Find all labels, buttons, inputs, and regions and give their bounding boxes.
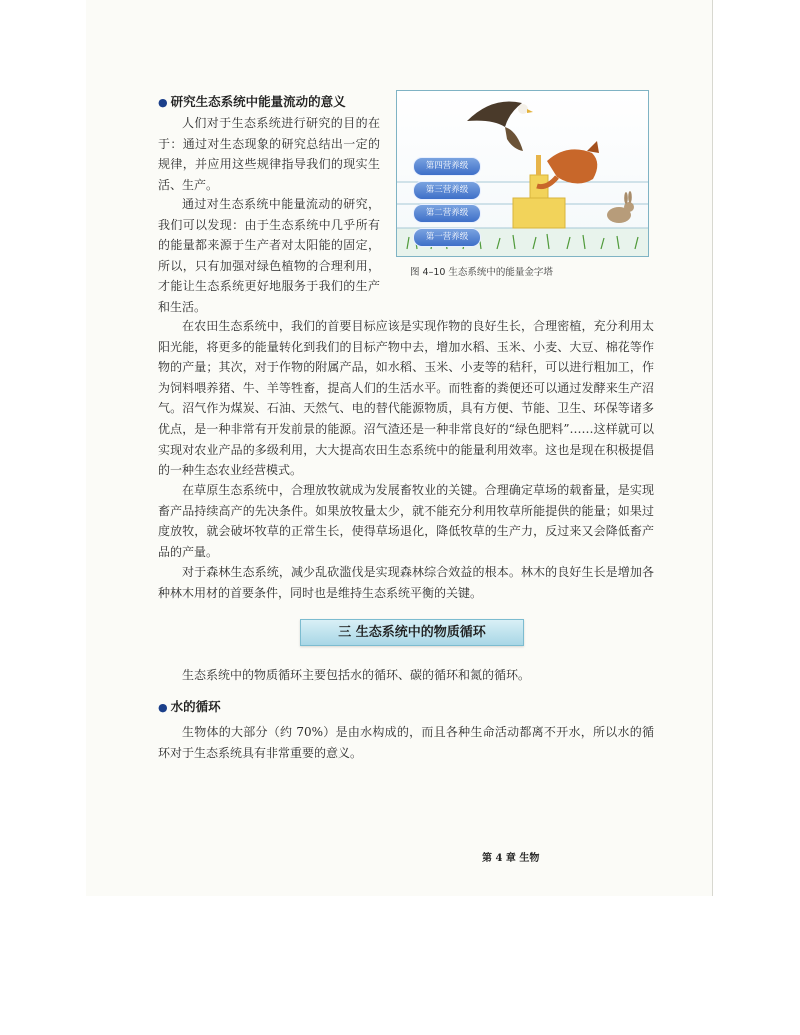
- trophic-level-2: 第二营养级: [413, 204, 481, 223]
- paragraph-material-cycle: 生态系统中的物质循环主要包括水的循环、碳的循环和氮的循环。: [182, 668, 531, 682]
- subheading-text: 水的循环: [170, 699, 221, 714]
- paragraph-forest: 对于森林生态系统，减少乱砍滥伐是实现森林综合效益的根本。林木的良好生长是增加各种林木用材的首要条件，同时也是维持生态系统平衡的关键。: [158, 565, 654, 600]
- figure-caption: 图 4–10 生态系统中的能量金字塔: [410, 267, 553, 278]
- rabbit-icon: [607, 191, 634, 223]
- paragraph-energy-flow: 通过对生态系统中能量流动的研究，我们可以发现：由于生态系统中几乎所有的能量都来源于生产者对太阳能的固定，所以，只有加强对绿色植物的合理利用，才能让生态系统更好地服务于我们的生产和生活。: [158, 197, 380, 314]
- section-heading: [158, 92, 346, 110]
- trophic-level-1: 第一营养级: [413, 228, 481, 247]
- subheading-water-cycle: [158, 697, 221, 715]
- paragraph-grassland: 在草原生态系统中，合理放牧就成为发展畜牧业的关键。合理确定草场的载畜量，是实现畜产品持续高产的先决条件。如果放牧量太少，就不能充分利用牧草所能提供的能量；如果过度放牧，就会破坏牧草的正常生长，使得草场退化，降低牧草的生产力，反过来又会降低畜产品的产量。: [158, 483, 654, 559]
- bullet-icon: ●: [158, 96, 168, 109]
- trophic-level-4: 第四营养级: [413, 157, 481, 176]
- trophic-level-3: 第三营养级: [413, 181, 481, 200]
- bullet-icon: ●: [158, 701, 168, 714]
- section-banner: 三 生态系统中的物质循环: [300, 619, 524, 646]
- page-footer: 第 4 章 生物: [482, 853, 540, 864]
- paragraph-water-cycle: 生物体的大部分（约 70%）是由水构成的，而且各种生命活动都离不开水，所以水的循环对于生态系统具有非常重要的意义。: [158, 725, 654, 760]
- paragraph-research-purpose: 人们对于生态系统进行研究的目的在于：通过对生态现象的研究总结出一定的规律，并应用这些规律指导我们的现实生活、生产。: [158, 116, 380, 192]
- section-heading-text: 研究生态系统中能量流动的意义: [170, 94, 346, 109]
- energy-pyramid-figure: [396, 90, 649, 257]
- paragraph-farmland: 在农田生态系统中，我们的首要目标应该是实现作物的良好生长，合理密植，充分利用太阳光能，将更多的能量转化到我们的目标产物中去，增加水稻、玉米、小麦、大豆、棉花等作物的产量；其次，对于作物的附属产品，如水稻、玉米、小麦等的秸秆，可以进行粗加工，作为饲料喂养猪、牛、羊等牲畜，提高人们的生活水平。而牲畜的粪便还可以通过发酵来生产沼气。沼气作为煤炭、石油、天然气、电的替代能源物质，具有方便、节能、卫生、环保等诸多优点，是一种非常有开发前景的能源。沼气渣还是一种非常良好的“绿色肥料”……这样就可以实现对农业产品的多级利用，大大提高农田生态系统中的能量利用效率。这也是现在积极提倡的一种生态农业经营模式。: [158, 319, 654, 478]
- eagle-icon: [467, 101, 533, 151]
